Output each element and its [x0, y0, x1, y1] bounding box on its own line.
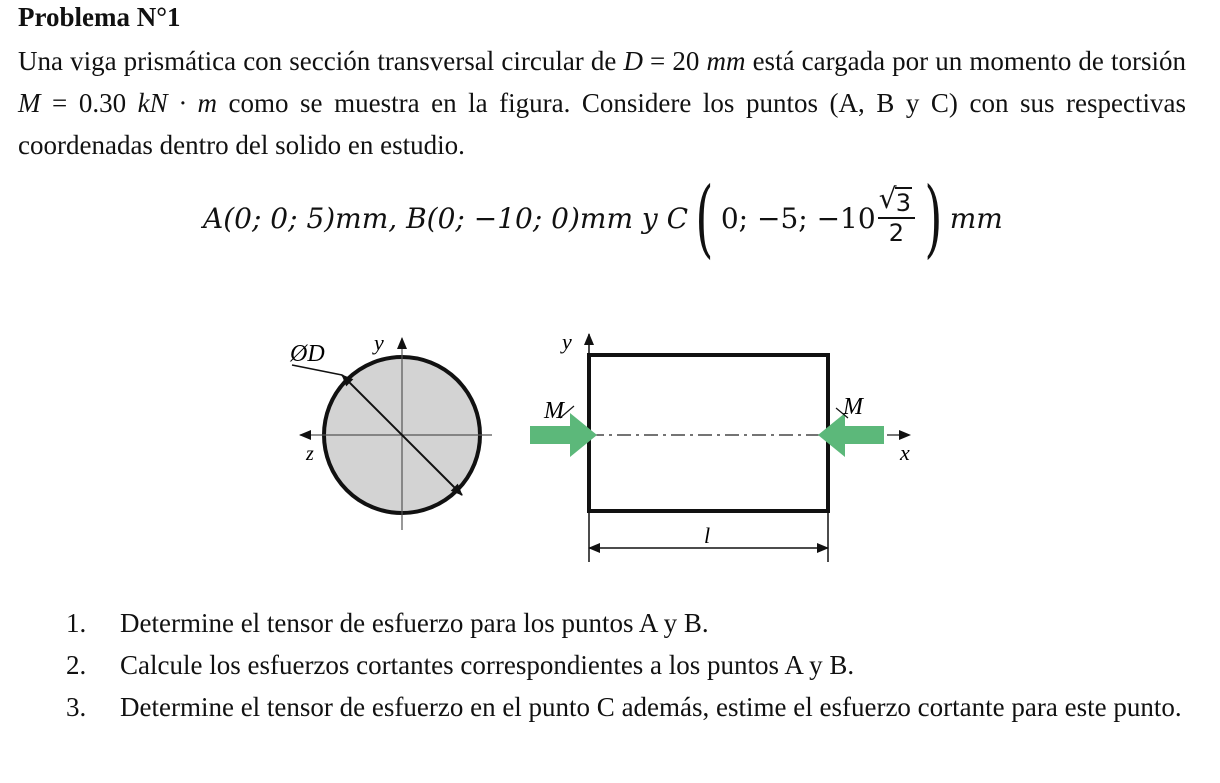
problem-title: Problema N°1 — [18, 2, 181, 32]
diameter-label: ØD — [290, 341, 325, 367]
c-coords: 0; −5; −10 — [720, 201, 876, 235]
left-paren: ( — [695, 169, 714, 267]
circular-cross-section — [289, 330, 492, 530]
points-ab-text: A(0; 0; 5)mm, B(0; −10; 0)mm y C — [203, 201, 689, 235]
section-y-label: y — [374, 330, 384, 355]
beam-y-label: y — [562, 329, 572, 354]
moment-label-right: M — [843, 394, 863, 420]
beam-rectangle — [589, 355, 828, 511]
section-z-label: z — [306, 443, 314, 465]
list-item: 3. Determine el tensor de esfuerzo en el punto C además, estime el esfuerzo cortante para este punto. — [66, 692, 1182, 722]
list-item: 2. Calcule los esfuerzos cortantes correspondientes a los puntos A y B. — [66, 650, 855, 680]
problem-statement: Una viga prismática con sección transversal circular de D = 20 mm está cargada por un momento de torsión M = 0.30 kN · m como se muestra en la figura. Considere los puntos (A, B y C) con sus respectivas coordenadas dentro del solido en estudio. — [18, 46, 1187, 160]
moment-label-left: M — [544, 398, 564, 424]
list-item: 1. Determine el tensor de esfuerzo para los puntos A y B. — [66, 608, 709, 638]
beam-side-view — [530, 329, 910, 562]
x-axis-label: x — [900, 440, 910, 465]
questions-list — [60, 602, 1186, 728]
sqrt3-over-2: √ 3 2 — [878, 189, 915, 247]
c-unit: mm — [949, 201, 1003, 235]
right-paren: ) — [924, 169, 943, 267]
length-label: l — [704, 523, 711, 548]
